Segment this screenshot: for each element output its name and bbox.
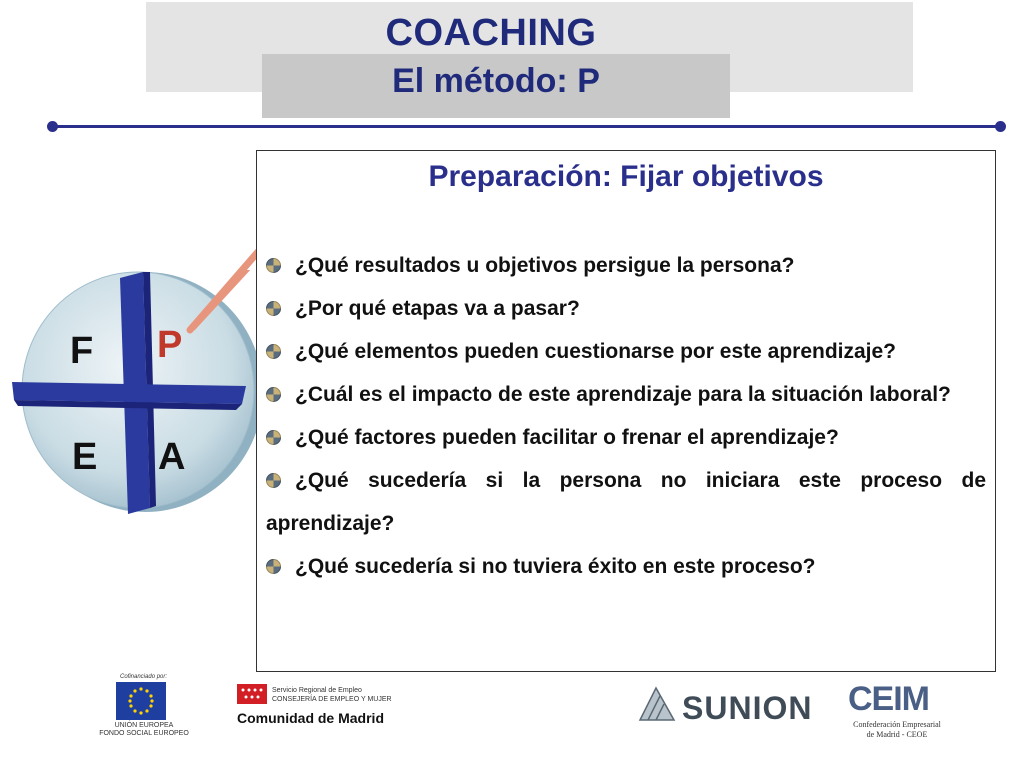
sunion-logo: SUNION — [682, 690, 813, 726]
list-item — [266, 459, 986, 545]
madrid-name: Comunidad de Madrid — [237, 710, 384, 726]
bullet-icon — [266, 559, 281, 574]
eu-caption-line2: FONDO SOCIAL EUROPEO — [99, 730, 189, 737]
bullet-icon — [266, 387, 281, 402]
question-text: ¿Cuál es el impacto de este aprendizaje para la situación laboral? — [295, 383, 951, 406]
madrid-line2: CONSEJERÍA DE EMPLEO Y MUJER — [272, 696, 392, 703]
page-title: COACHING — [385, 12, 597, 54]
question-text: ¿Por qué etapas va a pasar? — [295, 297, 580, 320]
sunion-logo-icon — [636, 686, 678, 722]
list-item — [266, 244, 986, 287]
bullet-icon — [266, 344, 281, 359]
content-heading: Preparación: Fijar objetivos — [428, 160, 824, 193]
list-item — [266, 545, 986, 588]
question-text: ¿Qué factores pueden facilitar o frenar el aprendizaje? — [295, 426, 839, 449]
quadrant-e: E — [72, 436, 98, 478]
eu-caption-line1: UNIÓN EUROPEA — [114, 722, 174, 729]
eu-caption — [96, 722, 192, 738]
question-text: ¿Qué sucedería si no tuviera éxito en este proceso? — [295, 555, 816, 578]
list-item — [266, 416, 986, 459]
madrid-logo — [237, 684, 267, 704]
ceim-logo: CEIM — [848, 680, 929, 718]
bullet-icon — [266, 258, 281, 273]
question-text: ¿Qué sucedería si la persona no iniciara este proceso de aprendizaje? — [266, 469, 986, 535]
bullet-icon — [266, 473, 281, 488]
madrid-line1: Servicio Regional de Empleo — [272, 687, 362, 694]
madrid-stars-icon — [237, 684, 267, 704]
list-item — [266, 287, 986, 330]
eu-cofinanced-label: Cofinanciado por: — [120, 674, 168, 680]
question-list — [266, 244, 986, 588]
quadrant-p: P — [157, 324, 183, 366]
eu-stars-icon — [116, 682, 166, 720]
bullet-icon — [266, 301, 281, 316]
page-subtitle: El método: P — [392, 62, 600, 100]
header-divider — [52, 125, 1000, 128]
question-text: ¿Qué resultados u objetivos persigue la persona? — [295, 254, 795, 277]
quadrant-a: A — [158, 436, 186, 478]
divider-dot-left — [47, 121, 58, 132]
bullet-icon — [266, 430, 281, 445]
question-text: ¿Qué elementos pueden cuestionarse por este aprendizaje? — [295, 340, 897, 363]
eu-flag-logo — [116, 682, 166, 720]
ceim-line1: Confederación Empresarial — [853, 720, 941, 729]
divider-dot-right — [995, 121, 1006, 132]
list-item — [266, 330, 986, 373]
quadrant-f: F — [70, 330, 94, 372]
madrid-service-text — [272, 686, 392, 704]
ceim-line2: de Madrid - CEOE — [866, 730, 928, 739]
list-item — [266, 373, 986, 416]
ceim-caption — [842, 720, 952, 740]
